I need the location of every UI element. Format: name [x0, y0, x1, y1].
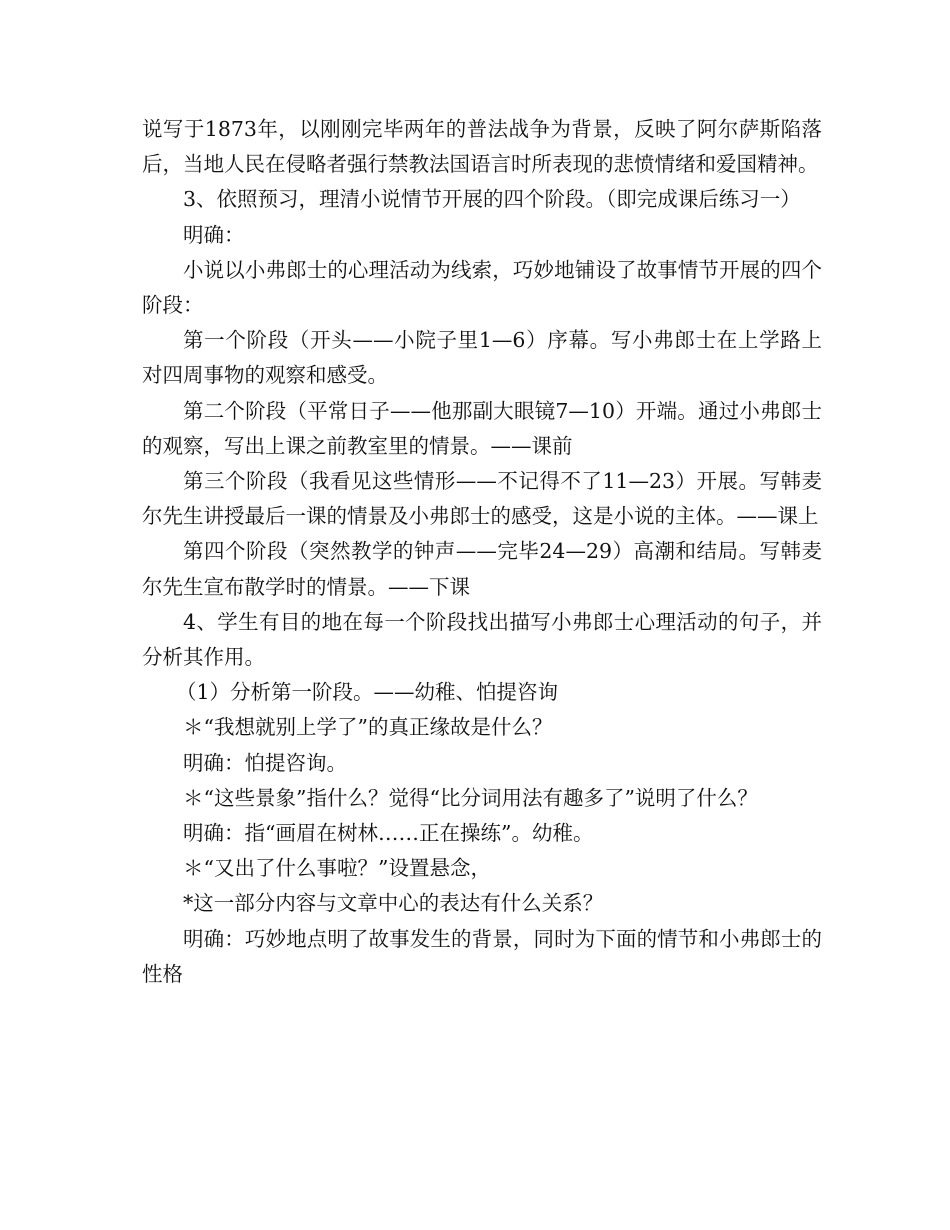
paragraph-analysis-1: （1）分析第一阶段。——幼稚、怕提咨询 [176, 680, 559, 705]
document-body [142, 112, 822, 992]
paragraph-stage-1: 第一个阶段（开头——小院子里1—6）序幕。写小弗郎士在上学路上对四周事物的观察和感受。 [142, 328, 822, 388]
paragraph-stage-4: 第四个阶段（突然教学的钟声——完毕24—29）高潮和结局。写韩麦尔先生宣布散学时的情景。——下课 [142, 539, 822, 599]
question-reason: ＊“我想就别上学了”的真正缘故是什么？ [183, 715, 553, 740]
question-scenery: ＊“这些景象”指什么？觉得“比分词用法有趣多了”说明了什么？ [183, 785, 758, 810]
paragraph-answer-label: 明确： [183, 222, 245, 247]
paragraph-stage-3: 第三个阶段（我看见这些情形——不记得不了11—23）开展。写韩麦尔先生讲授最后一课的情景及小弗郎士的感受，这是小说的主体。——课上 [142, 469, 822, 529]
answer-reason: 明确：怕提咨询。 [183, 750, 347, 775]
paragraph-clue: 小说以小弗郎士的心理活动为线索，巧妙地铺设了故事情节开展的四个阶段： [142, 257, 822, 318]
paragraph-task-4: 4、学生有目的地在每一个阶段找出描写小弗郎士心理活动的句子，并分析其作用。 [142, 609, 822, 670]
answer-relation: 明确：巧妙地点明了故事发生的背景，同时为下面的情节和小弗郎士的性格 [142, 926, 822, 986]
paragraph-task-3: 3、依照预习，理清小说情节开展的四个阶段。（即完成课后练习一） [183, 187, 801, 212]
paragraph-stage-2: 第二个阶段（平常日子——他那副大眼镜7—10）开端。通过小弗郎士的观察，写出上课之前教室里的情景。——课前 [142, 398, 822, 458]
paragraph-background: 说写于1873年，以刚刚完毕两年的普法战争为背景，反映了阿尔萨斯陷落后，当地人民在侵略者强行禁教法国语言时所表现的悲愤情绪和爱国精神。 [142, 117, 822, 177]
answer-scenery: 明确：指“画眉在树林……正在操练”。幼稚。 [183, 821, 594, 846]
question-suspense: ＊“又出了什么事啦？”设置悬念， [183, 856, 491, 881]
question-relation: *这一部分内容与文章中心的表达有什么关系？ [183, 891, 604, 916]
